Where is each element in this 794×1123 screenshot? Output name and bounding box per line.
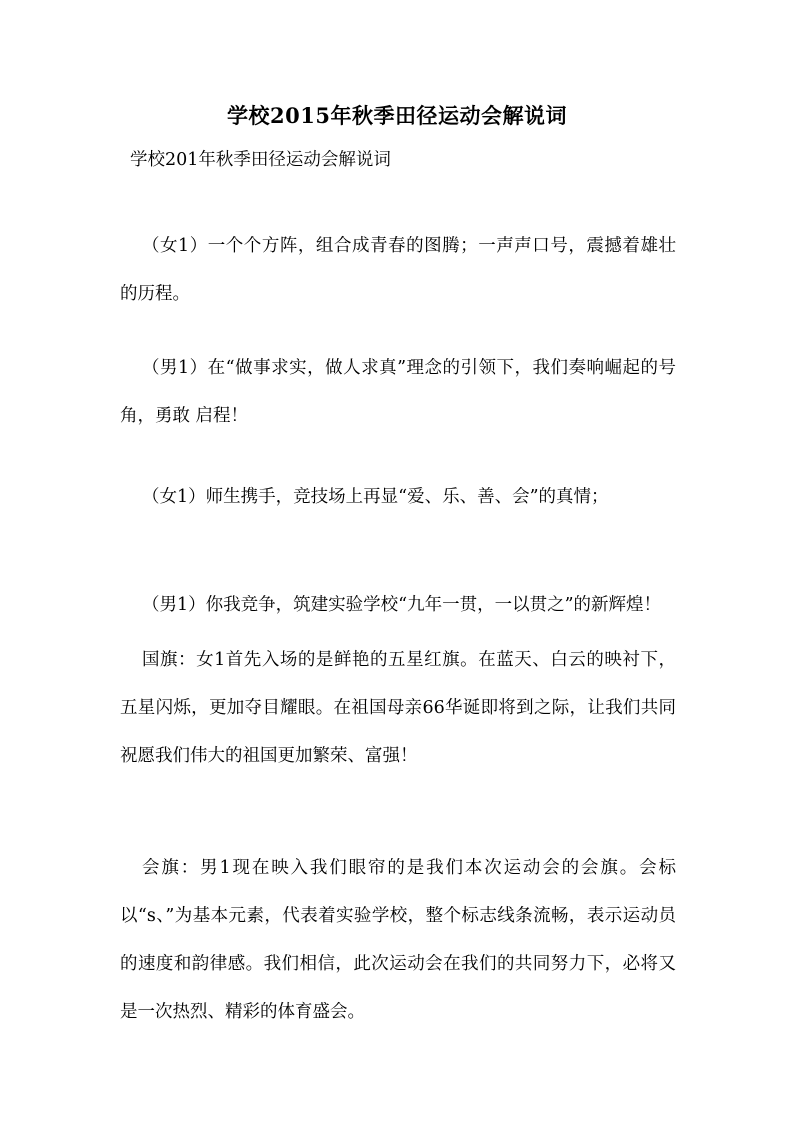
- paragraph-games-flag: 会旗：男1现在映入我们眼帘的是我们本次运动会的会旗。会标以“s、”为基本元素，代表着实验学校，整个标志线条流畅，表示运动员的速度和韵律感。我们相信，此次运动会在我们的共同努力下，必将又是一次热烈、精彩的体育盛会。: [120, 858, 676, 1022]
- paragraph-national-flag: 国旗：女1首先入场的是鲜艳的五星红旗。在蓝天、白云的映衬下，五星闪烁，更加夺目耀眼。在祖国母亲66华诞即将到之际，让我们共同祝愿我们伟大的祖国更加繁荣、富强！: [120, 650, 676, 766]
- paragraph-female-1-opening: （女1）一个个方阵，组合成青春的图腾；一声声口号，震撼着雄壮的历程。: [120, 236, 676, 304]
- paragraph-male-1-opening: （男1）在“做事求实，做人求真”理念的引领下，我们奏响崛起的号角，勇敢 启程！: [120, 358, 676, 426]
- paragraph-female-1-teachers: （女1）师生携手，竞技场上再显“爱、乐、善、会”的真情；: [142, 487, 609, 507]
- paragraph-male-1-competition: （男1）你我竞争，筑建实验学校“九年一贯，一以贯之”的新辉煌！: [142, 595, 662, 615]
- document-title: 学校2015年秋季田径运动会解说词: [227, 103, 567, 128]
- document-subtitle: 学校201年秋季田径运动会解说词: [130, 150, 391, 170]
